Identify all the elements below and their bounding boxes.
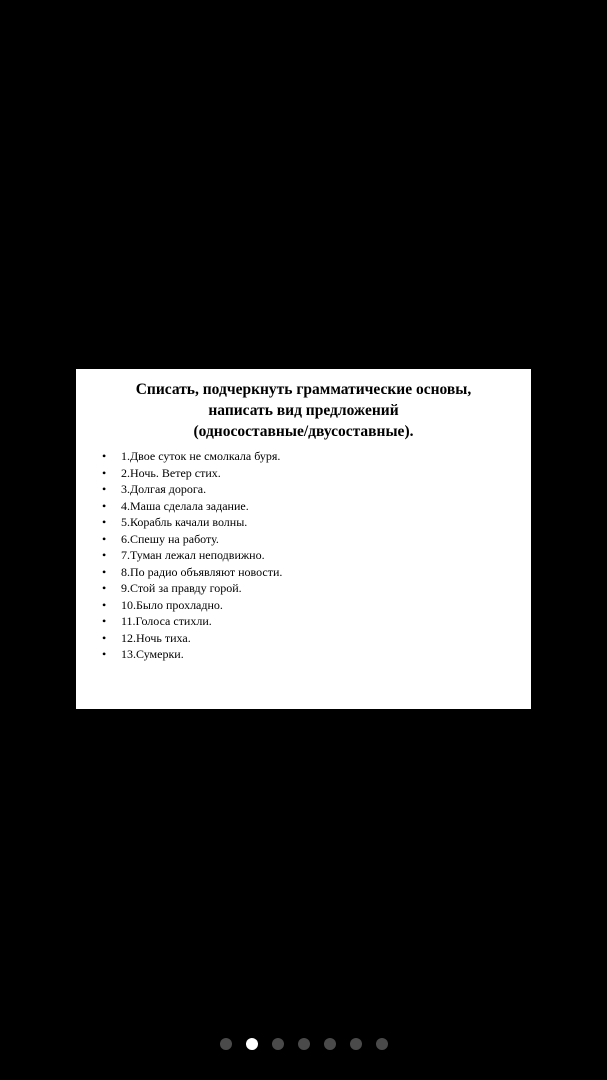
page-dot[interactable] <box>298 1038 310 1050</box>
page-dot[interactable] <box>376 1038 388 1050</box>
page-dot[interactable] <box>220 1038 232 1050</box>
title-line: Списать, подчеркнуть грамматические основы, <box>135 381 472 398</box>
worksheet-title <box>100 379 507 442</box>
list-item: • 3.Долгая дорога. <box>100 481 507 498</box>
title-line: написать вид предложений <box>208 402 399 419</box>
list-item: • 8.По радио объявляют новости. <box>100 564 507 581</box>
list-item: • 9.Стой за правду горой. <box>100 580 507 597</box>
list-item: • 2.Ночь. Ветер стих. <box>100 465 507 482</box>
page-dot[interactable] <box>350 1038 362 1050</box>
list-item: • 10.Было прохладно. <box>100 597 507 614</box>
page-dot-active[interactable] <box>246 1038 258 1050</box>
list-item: • 12.Ночь тиха. <box>100 630 507 647</box>
list-item: • 7.Туман лежал неподвижно. <box>100 547 507 564</box>
sentence-list <box>100 448 507 663</box>
title-line: (односоставные/двусоставные). <box>193 423 414 440</box>
list-item: • 5.Корабль качали волны. <box>100 514 507 531</box>
worksheet-image[interactable] <box>76 369 531 709</box>
list-item: • 13.Сумерки. <box>100 646 507 663</box>
list-item: • 4.Маша сделала задание. <box>100 498 507 515</box>
page-dot[interactable] <box>272 1038 284 1050</box>
page-indicator <box>0 1038 607 1050</box>
list-item: • 6.Спешу на работу. <box>100 531 507 548</box>
page-dot[interactable] <box>324 1038 336 1050</box>
list-item: • 1.Двое суток не смолкала буря. <box>100 448 507 465</box>
list-item: • 11.Голоса стихли. <box>100 613 507 630</box>
